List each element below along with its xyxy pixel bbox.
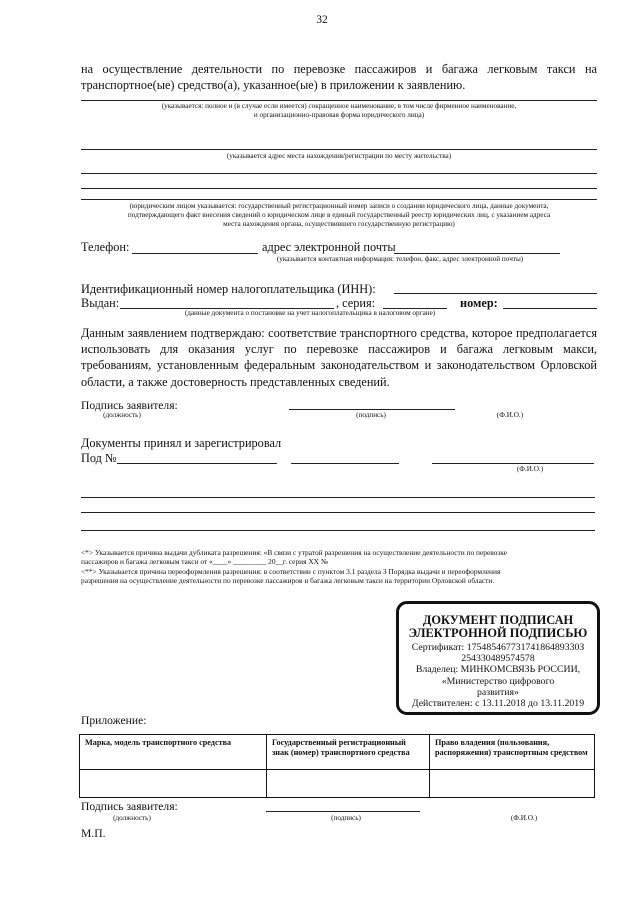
inn-label: Идентификационный номер налогоплательщика (ИНН):	[81, 282, 376, 296]
position-hint-1: (должность)	[103, 411, 141, 419]
address-hint: (указывается адрес места нахождения/регистрации по месту жительства)	[226, 152, 452, 160]
stamp-details	[399, 642, 597, 709]
stamp-valid: Действителен: с 13.11.2018 до 13.11.2019	[411, 698, 585, 710]
page-number: 32	[316, 14, 328, 26]
registration-number-label: Под №	[81, 451, 117, 465]
appendix-table	[79, 734, 595, 798]
stamp-title-1: ДОКУМЕНТ ПОДПИСАН	[422, 613, 574, 627]
appendix-col-model: Марка, модель транспортного средства	[80, 735, 267, 770]
confirmation-text: Данным заявлением подтверждаю: соответствие транспортного средства, которое предполагается использовать для оказания услуг по перевозке пассажиров и багажа легковым макси, требованиям, установленным федеральным законодательством и законодательством Орловской области, а также достоверность представленных сведений.	[81, 326, 597, 389]
reg-hint-3: места нахождения органа, осуществившего государственную регистрацию)	[223, 220, 455, 228]
reg-field-line-1[interactable]	[81, 173, 597, 174]
number-field[interactable]	[503, 308, 597, 309]
registration-title: Документы принял и зарегистрировал	[81, 436, 282, 450]
footnote-2-line-1: <**> Указывается причина переоформления разрешения: в соответствии с пунктом 3.1 раздела 3 Порядка выдачи и переоформления	[81, 567, 501, 576]
phone-field[interactable]	[132, 253, 258, 254]
name-hint-1: (указывается: полное и (в случае если имеется) сокращенное наименование, в том числе фирменное наименование,	[161, 102, 517, 110]
registration-number-field[interactable]	[117, 463, 277, 464]
email-label: адрес электронной почты	[262, 240, 396, 254]
stamp-owner-1: Владелец: МИНКОМСВЯЗЬ РОССИИ,	[415, 664, 581, 676]
registration-fio-hint: (Ф.И.О.)	[516, 465, 544, 473]
reg-field-line-3[interactable]	[81, 199, 597, 200]
fio-hint-1: (Ф.И.О.)	[496, 411, 524, 419]
reg-hint-1: (юридическим лицом указывается: государственный регистрационный номер записи о создании юридического лица, данные документа,	[129, 202, 549, 210]
email-field[interactable]	[394, 253, 560, 254]
appendix-cell-model[interactable]	[80, 770, 267, 798]
footnote-2-line-2: разрешения на осуществление деятельности по перевозке пассажиров и багажа легковым такси на территории Орловской области.	[81, 576, 495, 585]
applicant-signature-field[interactable]	[289, 409, 455, 410]
electronic-signature-stamp	[396, 601, 600, 715]
seal-label: М.П.	[81, 827, 106, 840]
stamp-owner-3: развития»	[477, 686, 519, 698]
issued-label: Выдан:	[81, 296, 120, 310]
appendix-cell-plate[interactable]	[267, 770, 430, 798]
applicant-signature-field-2[interactable]	[266, 811, 420, 812]
footnote-1-line-2: пассажиров и багажа легковым такси от «____» _________ 20__г. серия ХХ №	[81, 557, 328, 566]
phone-label: Телефон:	[81, 240, 130, 254]
appendix-col-plate: Государственный регистрационный знак (номер) транспортного средства	[267, 735, 430, 770]
number-label: номер:	[460, 296, 498, 310]
appendix-label: Приложение:	[81, 714, 147, 727]
fio-hint-2: (Ф.И.О.)	[510, 814, 538, 822]
name-field-line[interactable]	[81, 100, 597, 101]
intro-line-2: транспортное(ые) средство(а), указанное(ые) в приложении к заявлению.	[81, 78, 466, 92]
footnote-1-line-1: <*> Указывается причина выдачи дубликата разрешения: «В связи с утратой разрешения на осуществление деятельности по перевозке	[81, 548, 507, 557]
stamp-title-2: ЭЛЕКТРОННОЙ ПОДПИСЬЮ	[408, 626, 588, 640]
intro-line-1: на осуществление деятельности по перевозке пассажиров и багажа легковым такси на	[81, 62, 597, 76]
address-field-line[interactable]	[81, 149, 597, 150]
inn-doc-hint: (данные документа о постановке на учет налогоплательщика в налоговом органе)	[184, 309, 436, 317]
blank-line-2[interactable]	[81, 512, 595, 513]
signature-hint-1: (подпись)	[356, 411, 386, 419]
applicant-signature-label-2: Подпись заявителя:	[81, 800, 178, 813]
series-label: , серия:	[336, 296, 376, 310]
reg-field-line-2[interactable]	[81, 188, 597, 189]
signature-hint-2: (подпись)	[331, 814, 361, 822]
stamp-owner-2: «Министерство цифрового	[441, 675, 555, 687]
reg-hint-2: подтверждающего факт внесения сведений о юридическом лице в единый государственный реестр юридических лиц, с указанием адреса	[127, 211, 551, 219]
registration-signature-field[interactable]	[291, 463, 399, 464]
appendix-cell-ownership[interactable]	[430, 770, 595, 798]
blank-line-3[interactable]	[81, 530, 595, 531]
inn-field[interactable]	[394, 293, 597, 294]
contact-hint: (указывается контактная информация: телефон, факс, адрес электронной почты)	[276, 255, 524, 263]
appendix-col-ownership: Право владения (пользования, распоряжения) транспортным средством	[430, 735, 595, 770]
stamp-cert-1: Сертификат: 17548546773174186489330З	[411, 642, 585, 653]
blank-line-1[interactable]	[81, 497, 595, 498]
applicant-signature-label: Подпись заявителя:	[81, 399, 178, 412]
appendix-header-row	[80, 735, 595, 770]
appendix-empty-row	[80, 770, 595, 798]
position-hint-2: (должность)	[113, 814, 151, 822]
name-hint-2: и организационно-правовая форма юридического лица)	[253, 111, 425, 119]
stamp-cert-2: 254330489574578	[461, 653, 535, 665]
registration-fio-field[interactable]	[432, 463, 594, 464]
